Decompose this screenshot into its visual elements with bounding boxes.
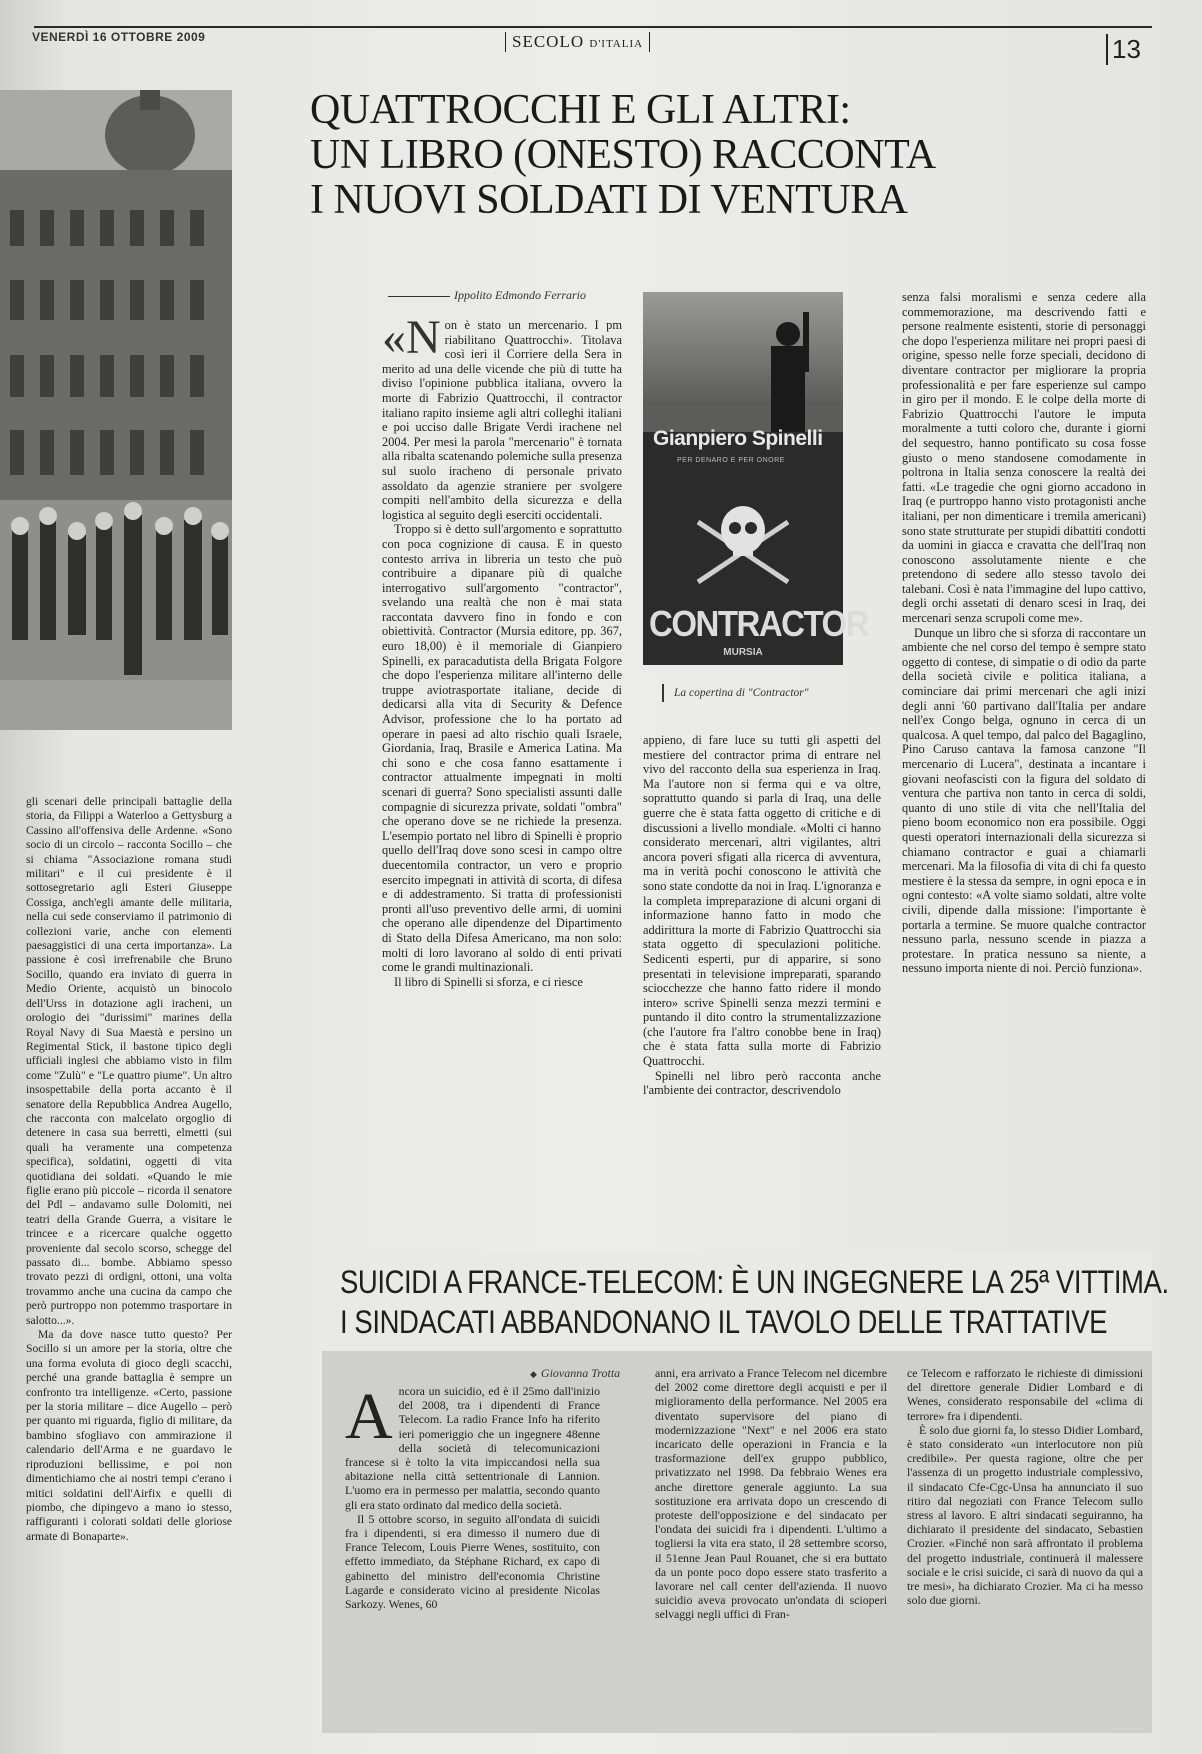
box-col1-para-1	[345, 1380, 600, 1512]
cover-author: Gianpiero Spinelli	[653, 427, 823, 450]
side-para-2: Ma da dove nasce tutto questo? Per Socillo si un amore per la storia, oltre che una forma evoluta di gioco degli scacchi, perché una grande battaglia è sempre un confronto tra intelligenze. «Certo, passione per la storia militare – dice Augello – però per quanto mi riguarda, figlio di militare, da bambino sfogliavo con ammirazione il calendario dell'Arma e ne guardavo le riproduzioni bellissime, e poi non dimentichiamo che ai nostri tempi c'erano i mitici soldatini dell'Airfix e quelli di piombo, che dipingevo a mano io stesso, raffiguranti i colorati soldati delle gloriose armate di Bonaparte».	[26, 1328, 232, 1543]
soldier-silhouette-icon	[753, 312, 823, 432]
header-rule	[34, 26, 1152, 28]
box-title-line-2: I SINDACATI ABBANDONANO IL TAVOLO DELLE TRATTATIVE	[340, 1304, 1108, 1340]
page-number: 13	[1106, 34, 1141, 65]
box-article-title	[340, 1262, 1169, 1342]
cover-title: CONTRACTOR	[649, 603, 869, 644]
box-column-1	[345, 1380, 600, 1729]
box-col3-para-2: È solo due giorni fa, lo stesso Didier Lombard, è stato considerato «un interlocutore non più credibile». Per questa ragione, oltre che per l'assenza di un progetto industriale complessivo, il sindacato Cfe-Cgc-Unsa ha annunciato il suo ritiro dal negoziati con France Telecom sullo stress al lavoro. E altri sindacati seguiranno, ha dichiarato il presidente del sindacato, Sebastien Crozier. «Finché non sarà affrontato il problema del progetto industriale, continuerà il malessere sociale e le crisi suicide, ci sarà di nuovo da qui a tre mesi», ha dichiarato Crozier. Ma ci ha messo solo due giorni.	[907, 1422, 1143, 1608]
cover-caption: La copertina di "Contractor"	[662, 684, 809, 702]
drop-quote: «N	[382, 311, 441, 364]
masthead-title: SECOLO	[512, 32, 585, 51]
box-col1-text-1: ncora un suicidio, ed è il 25mo dall'inizio del 2008, tra i dipendenti di France Telecom. La radio France Info ha riferito ieri pomeriggio che un ingegnere 48enne della società di telecomunicazioni francese si è tolto la vita impiccandosi nella sua abitazione nella città settentrionale di Lannion. L'uomo era in permesso per malattia, secondo quanto gli era stato ordinato dal medico della società.	[345, 1384, 600, 1512]
box-col3-para-1: ce Telecom e rafforzato le richieste di dimissioni del direttore generale Didier Lombard e di Wenes, considerato responsabile del «clima di terrore» fra i dipendenti.	[907, 1366, 1143, 1423]
box-title-line-1: SUICIDI A FRANCE-TELECOM: È UN INGEGNERE LA 25ª VITTIMA.	[340, 1264, 1169, 1300]
cover-publisher: MURSIA	[723, 647, 763, 658]
skull-crossed-swords-icon	[693, 492, 793, 592]
article-col3-para-1: senza falsi moralismi e senza cedere alla commemorazione, ma descrivendo fatti e persone realmente esistenti, storie di personaggi che dopo l'esperienza militare nei propri paesi di origine, spesso nelle forze speciali, decidono di diventare contractor per migliorare la propria professionalità e per fare esperienze sul campo in giro per il mondo. E le colpe della morte di Fabrizio Quattrocchi l'autore le imputa moralmente a tutti coloro che, durante i giorni del sequestro, hanno pontificato su cosa fosse giusto o meno standosene comodamente in poltrona in Italia senza conoscere la realtà dei fatti. «Le tragedie che ogni giorno accadono in Iraq (e purtroppo hanno visto protagonisti anche italiani, per non dimenticare i tremila americani) sono state strutturate per stupidi dibattiti condotti da uomini in giacca e cravatta che dell'Iraq non conoscono assolutamente niente e che pretendono di sedere allo stesso tavolo dei talebani. Così è nata l'immagine del lupo cattivo, degli orchi assetati di denaro scesi in Iraq, dei mercenari senza scrupoli come me».	[902, 290, 1146, 626]
headline-line-2: UN LIBRO (ONESTO) RACCONTA	[310, 132, 936, 178]
article-headline	[310, 88, 950, 223]
box-col1-para-2: Il 5 ottobre scorso, in seguito all'ondata di suicidi fra i dipendenti, si era dimesso il numero due di France Telecom, Louis Pierre Wenes, sostituito, con effetto immediato, da Stéphane Richard, ex capo di gabinetto del ministro dell'economia Christine Lagarde e considerato vicino al presidente Nicolas Sarkozy. Wenes, 60	[345, 1511, 600, 1612]
box-drop-cap: A	[345, 1380, 393, 1453]
article-col2-para-1: appieno, di fare luce su tutti gli aspetti del mestiere del contractor prima di entrare nel vivo del racconto della sua esperienza in Iraq. Ma l'autore non si ferma qui e va oltre, soprattutto quando si parla di Iraq, una delle guerre che è stata fatta oggetto di critiche e di discussioni a livello mondiale. «Molti ci hanno considerato mercenari, altri vigilantes, altri ancora poveri sfigati alla ricerca di avventura, ma in verità pochi conoscono le attività che sono state condotte da noi in Iraq. L'ignoranza e la completa impreparazione di alcuni organi di informazione hanno fatto in modo che addirittura la morte di Fabrizio Quattrocchi sia stata oggetto di speculazioni politiche. Sedicenti esperti, pur di apparire, si sono presentati in televisione impreparati, sparando sciocchezze che hanno fatto ridere il mondo intero» scrive Spinelli senza mezzi termini e puntando il dito contro la strumentalizzazione (che l'autore fra l'altro conobbe bene in Iraq) che è stata fatta sulla morte di Fabrizio Quattrocchi.	[643, 733, 881, 1069]
masthead	[505, 32, 650, 52]
article-col1-para-3: Il libro di Spinelli si sforza, e ci riesce	[394, 974, 583, 989]
headline-line-3: I NUOVI SOLDATI DI VENTURA	[310, 177, 908, 223]
box-column-2	[655, 1366, 887, 1728]
photo-palace-parade	[0, 90, 232, 730]
masthead-subtitle: D'ITALIA	[589, 38, 644, 50]
article-col2-para-2: Spinelli nel libro però racconta anche l'ambiente dei contractor, descrivendolo	[643, 1068, 881, 1098]
book-cover	[643, 292, 869, 665]
headline-line-1: QUATTROCCHI E GLI ALTRI:	[310, 87, 851, 133]
article-col1-text-1: on è stato un mercenario. I pm riabilitano Quattrocchi». Titolava così ieri il Corriere della Sera in merito ad una delle vicende che più di tutte ha diviso l'opinione pubblica italiana, ovvero la morte di Fabrizio Quattrocchi, il contractor italiano rapito insieme agli altri colleghi italiani e poi ucciso dalle Brigate Verdi irachene nel 2004. Per mesi la parola "mercenario" è tornata alla ribalta scatenando polemiche sulla presenza sul suolo iracheno di personale privato assoldato da agenzie straniere per svolgere compiti nell'ambito della sicurezza e della logistica al seguito degli eserciti occidentali.	[382, 318, 622, 522]
box-column-3	[907, 1366, 1143, 1728]
side-para-1: gli scenari delle principali battaglie della storia, da Filippi a Waterloo a Gettysburg a Cassino all'offensiva delle Ardenne. «Sono socio di un circolo – racconta Socillo – che si chiama "Associazione romana studi militari" e il cui presidente è il sottosegretario agli Esteri Giuseppe Cossiga, anch'egli amante delle militaria, nella cui sede conserviamo il patrimonio di collezioni varie, anche con elementi paesaggistici di una certa importanza». La passione è così irrefrenabile che Bruno Socillo, quando era inviato di guerra in Medio Oriente, acquistò un binocolo dell'Urss in dotazione agli iracheni, un orologio dei "durissimi" marines della Royal Navy di Sua Maestà e persino un Regimental Stick, il bastone tipico degli ufficiali inglesi che abbiamo visto in film come "Zulù" e "Le quattro piume". Un altro insospettabile della porta accanto è il senatore della Repubblica Andrea Augello, che racconta con malcelato orgoglio di detenere in casa sua berretti, elmetti (sui quali ha veramente una competenza specifica), soldatini, oggetti di vita quotidiana dei soldati. «Quando le mie figlie erano più piccole – ricorda il senatore del Pdl – andavamo sulle Dolomiti, nei teatri della Grande Guerra, a visitare le trincee e a ricercare qualche oggetto proveniente dal secolo scorso, schegge del passato di... bombe. Abbiamo spesso trovato pezzi di ordigni, ottoni, una volta trovammo anche una cucina da campo che però purtroppo non potemmo trasportare in salotto...».	[26, 795, 232, 1327]
article-column-3	[902, 290, 1146, 1180]
cover-subtitle: PER DENARO E PER ONORE	[677, 457, 785, 464]
side-article-column	[26, 795, 232, 1740]
box-col2-para-1: anni, era arrivato a France Telecom nel dicembre del 2002 come direttore degli acquisti e per il miglioramento della performance. Nel 2005 era diventato supervisore del piano di modernizzazione "Next" e nel 2006 era stato incaricato delle operazioni in Francia e la trasformazione dell'ex gruppo pubblico, privatizzato nel 1998. Da febbraio Wenes era anche direttore generale aggiunto. La sua sostituzione era arrivata dopo un crescendo di proteste dell'opposizione e del sindacato per l'ondata dei suicidi fra i dipendenti. L'ultimo a togliersi la vita era stato, il 28 settembre scorso, il 51enne Jean Paul Rouanet, che si era buttato da un ponte poco dopo essere stato trasferito a lavorare nel call center dell'azienda. Il nuovo suicidio aveva provocato un'ondata di scioperi selvaggi negli uffici di Fran-	[655, 1366, 887, 1622]
article-byline: Ippolito Edmondo Ferrario	[388, 288, 586, 303]
issue-date: VENERDÌ 16 OTTOBRE 2009	[32, 30, 206, 44]
article-col3-para-2: Dunque un libro che si sforza di raccontare un ambiente che nel corso del tempo è sempre stato oggetto di contese, di simpatie o di odio da parte della società civile e politica italiana, a cominciare dai primi mercenari che agli inizi degli anni '60 partivano dall'Italia per andare nell'ex Congo belga, ognuno in cerca di un qualcosa. A quel tempo, dal palco del Bagaglino, Pino Caruso cantava la famosa canzone "Il mercenario di Lucera", destinata a incantare i giovani neofascisti con la figura del soldato di ventura che partiva non tanto in cerca di soldi, quanto di uno stile di vita che nell'Italia del pieno boom economico non era possibile. Oggi questi operatori internazionali della sicurezza si chiamano contractor e guai a chiamarli mercenari. Ma la filosofia di vita di chi fa questo mestiere è la stessa da sempre, in ogni epoca e in ogni contesto: «A volte siamo soldati, altre volte civili, dipende dalla missione: l'importante è portarla a termine. Se muore qualche contractor nessuno parla, nessuno scende in piazza a protestare. In pratica nessuno sa niente, a nessuno importa niente di noi. Perciò funziona».	[902, 625, 1146, 976]
article-col1-para-2: Troppo si è detto sull'argomento e soprattutto con poca cognizione di causa. E in questo contesto arriva in libreria un testo che può contribuire a dipanare più di qualche interrogativo sull'argomento "contractor", svelando una realtà che non è mai stata raccontata davvero fino in fondo e con obiettività. Contractor (Mursia editore, pp. 367, euro 18,00) è il memoriale di Gianpiero Spinelli, ex paracadutista della Brigata Folgore che dopo l'esperienza militare all'interno delle truppe aviotrasportate italiane, decide di dedicarsi alla vita di Security & Defence Advisor, professione che lo ha portato ad operare in paesi ad alto rischio quali Israele, Giordania, Iraq, Brasile e America Latina. Ma chi sono e che cosa fanno esattamente i contractor attualmente impegnati in molti scenari di guerra? Sono specialisti assunti dalle compagnie di sicurezza private, soldati "ombra" che operano dove se ne richiede la presenza. L'esempio portato nel libro di Spinelli è proprio quello dell'Iraq dove sono scesi in campo oltre duecentomila contractor, un vero e proprio esercito impegnati in attività di scorta, di difesa e di addestramento. Si tratta di professionisti pronti all'uso preventivo delle armi, di uomini che operano alle dipendenze del Dipartimento di Stato della Difesa Americano, ma non solo: molti di loro lavorano al soldo di enti privati come le grandi multinazionali.	[382, 522, 622, 975]
article-column-2	[643, 733, 881, 1173]
article-col1-para-1	[382, 311, 622, 522]
box-article-byline: ◆ Giovanna Trotta	[530, 1366, 620, 1381]
